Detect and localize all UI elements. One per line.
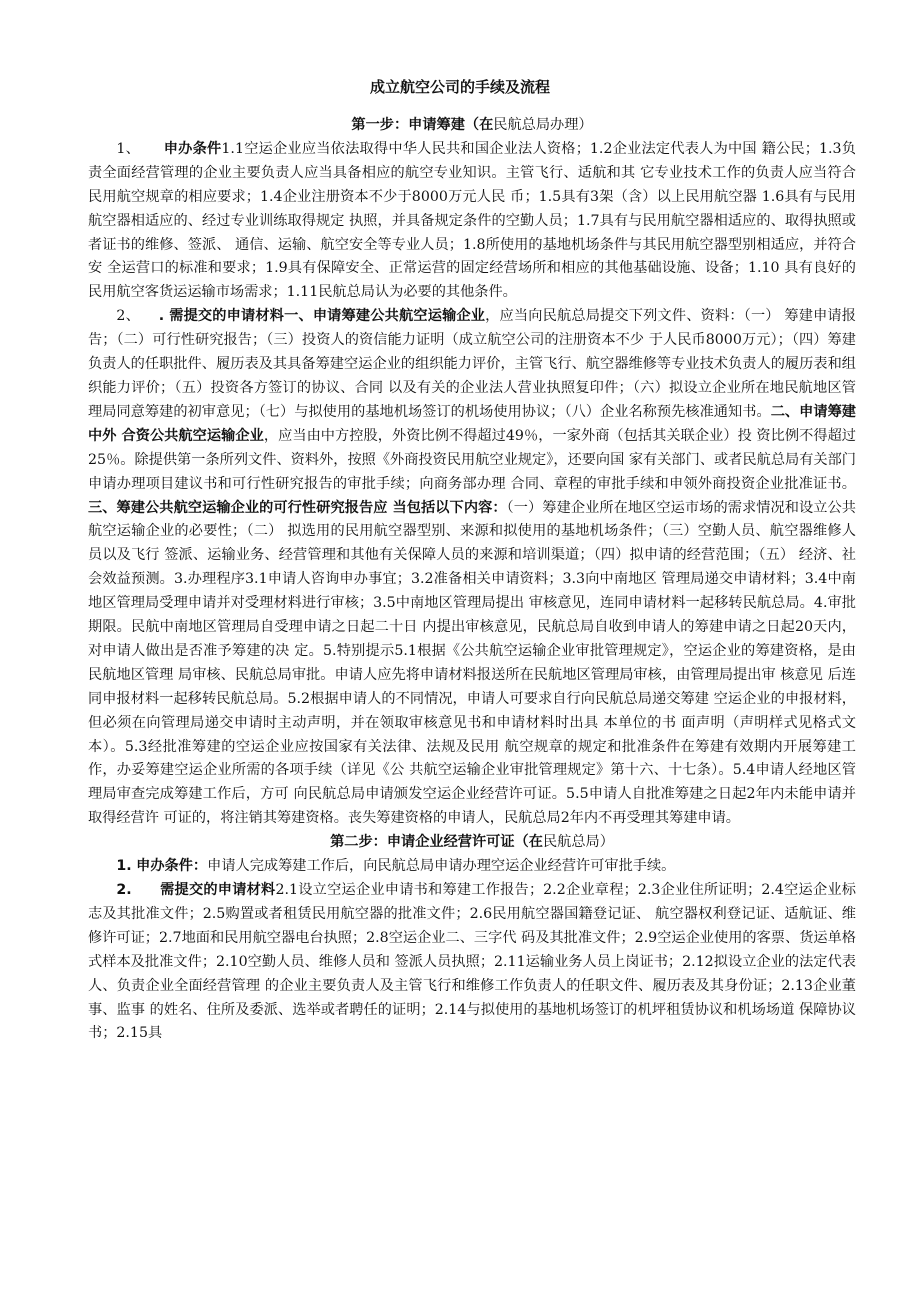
step2-item1-text: 申请人完成筹建工作后，向民航总局申请办理空运企业经营许可审批手续。 — [207, 858, 676, 875]
step1-item1-bold: 申办条件 — [163, 140, 222, 157]
document-body — [88, 114, 856, 1046]
step1-item2-bold-c: 三、筹建公共航空运输企业的可行性研究报告应 当包括以下内容： — [88, 499, 507, 516]
step1-item2-bold-b: 二、申请筹建中外 合资公共航空运输企业 — [88, 403, 856, 444]
step2-item1-label: 1. — [116, 858, 132, 875]
step2-heading — [88, 831, 856, 855]
step1-item2-text-c: （一）筹建企业所在地区空运市场的需求情况和设立公共航空运输企业的必要性；（二） 拟选用的民用航空器型别、来源和拟使用的基地机场条件；（三）空勤人员、航空器维修人员以及飞行 签派、运输业务、经营管理和其他有关保障人员的来源和培训渠道；（四）拟申请的经营范围；（五） 经济、社会效益预测。3.办理程序3.1申请人咨询申办事宜；3.2准备相关申请资料；3.3向中南地区 管理局递交申请材料；3.4中南地区管理局受理申请并对受理材料进行审核；3.5中南地区管理局提出 审核意见，连同申请材料一起移转民航总局。4.审批期限。民航中南地区管理局自受理申请之日起二十日 内提出审核意见，民航总局自收到申请人的筹建申请之日起20天内，对申请人做出是否准予筹建的决 定。5.特别提示5.1根据《公共航空运输企业审批管理规定》，空运企业的筹建资格，是由民航地区管理 局审核、民航总局审批。申请人应先将申请材料报送所在民航地区管理局审核，由管理局提出审 核意见 后连同申报材料一起移转民航总局。5.2根据申请人的不同情况，申请人可要求自行向民航总局递交筹建 空运企业的申报材料，但必须在向管理局递交申请时主动声明，并在领取审核意见书和申请材料时出具 本单位的书 面声明（声明样式见格式文本）。5.3经批准筹建的空运企业应按国家有关法律、法规及民用 航空规章的规定和批准条件在筹建有效期内开展筹建工作，办妥筹建空运企业所需的各项手续（详见《公 共航空运输企业审批管理规定》第十六、十七条）。5.4申请人经地区管理局审查完成筹建工作后，方可 向民航总局申请颁发空运企业经营许可证。5.5申请人自批准筹建之日起2年内未能申请并取得经营许 可证的，将注销其筹建资格。丧失筹建资格的申请人，民航总局2年内不再受理其筹建申请。 — [88, 499, 856, 827]
step1-heading — [88, 114, 856, 138]
step2-item2-paragraph — [88, 879, 856, 1046]
step2-item1-bold: 申办条件： — [136, 858, 208, 875]
document-title: 成立航空公司的手续及流程 — [369, 78, 550, 96]
step1-item1-paragraph — [88, 138, 856, 305]
step1-item2-text-b: ，应当由中方控股，外资比例不得超过49％，一家外商（包括其关联企业）投 资比例不得超过25％。除提供第一条所列文件、资料外，按照《外商投资民用航空业规定》，还要向国 家有关部门、或者民航总局有关部门申请办理项目建议书和可行性研究报告的审批手续；向商务部办理 合同、章程的审批手续和申领外商投资企业批准证书。 — [88, 427, 856, 492]
step1-item2-label: 2、 — [116, 308, 140, 325]
step1-item1-text: 1.1空运企业应当依法取得中华人民共和国企业法人资格；1.2企业法定代表人为中国 籍公民；1.3负责全面经营管理的企业主要负责人应当具备相应的航空专业知识。主管飞行、适航和其 它专业技术工作的负责人应当符合民用航空规章的相应要求；1.4企业注册资本不少于8000万元人民 币；1.5具有3架（含）以上民用航空器 1.6具有与民用航空器相适应的、经过专业训练取得规定 执照，并具备规定条件的空勤人员；1.7具有与民用航空器相适应的、取得执照或者证书的维修、签派、 通信、运输、航空安全等专业人员；1.8所使用的基地机场条件与其民用航空器型别相适应，并符合安 全运营口的标准和要求；1.9具有保障安全、正常运营的固定经营场所和相应的其他基础设施、设备；1.10 具有良好的民用航空客货运运输市场需求；1.11民航总局认为必要的其他条件。 — [88, 140, 856, 301]
step2-heading-plain: 民航总局） — [542, 834, 614, 851]
step1-item2-bold: . 需提交的申请材料一、申请筹建公共航空运输企业 — [158, 308, 486, 325]
step1-item1-label: 1、 — [116, 140, 141, 157]
step1-heading-plain: 民航总局办理） — [493, 117, 593, 133]
step2-heading-bold: 第二步：申请企业经营许可证（在 — [330, 834, 543, 851]
step1-heading-bold: 第一步：申请筹建（在 — [351, 117, 494, 133]
step2-item2-text: 2.1设立空运企业申请书和筹建工作报告；2.2企业章程；2.3企业住所证明；2.4空运企业标志及其批准文件；2.5购置或者租赁民用航空器的批准文件；2.6民用航空器国籍登记证、 航空器权利登记证、适航证、维修许可证；2.7地面和民用航空器电台执照；2.8空运企业二、三字代 码及其批准文件；2.9空运企业使用的客票、货运单格式样本及批准文件；2.10空勤人员、维修人员和 签派人员执照；2.11运输业务人员上岗证书；2.12拟设立企业的法定代表人、负责企业全面经营管理 的企业主要负责人及主管飞行和维修工作负责人的任职文件、履历表及其身份证；2.13企业董事、监事 的姓名、住所及委派、选举或者聘任的证明；2.14与拟使用的基地机场签订的机坪租赁协议和机场场道 保障协议书；2.15具 — [88, 882, 856, 1042]
step1-item2-paragraph — [88, 305, 856, 831]
step1-item2-text-a: ，应当向民航总局提交下列文件、资料：（一） 筹建申请报告；（二）可行性研究报告；（三）投资人的资信能力证明（成立航空公司的注册资本不少 于人民币8000万元）；（四）筹建负责人的任职批件、履历表及其具备筹建空运企业的组织能力评价，主管飞行、航空器维修等专业技术负责人的履历表和组织能力评价；（五）投资各方签订的协议、合同 以及有关的企业法人营业执照复印件；（六）拟设立企业所在地民航地区管理局同意筹建的初审意见；（七）与拟使用的基地机场签订的机场使用协议；（八）企业名称预先核准通知书。 — [88, 308, 856, 420]
step2-item2-label: 2. — [116, 882, 132, 898]
step2-item1-paragraph — [88, 855, 856, 879]
step2-item2-bold: 需提交的申请材料 — [160, 882, 276, 898]
